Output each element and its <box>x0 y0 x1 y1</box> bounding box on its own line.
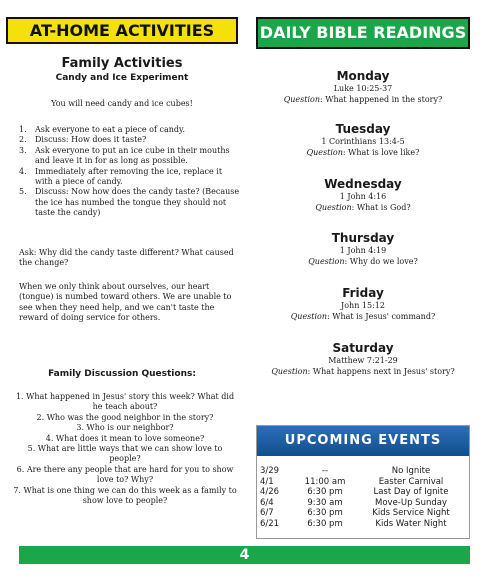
step-item: 2. Discuss: How does it taste? <box>19 135 147 145</box>
step-item: 5. Discuss: Now how does the candy taste? (Because the ice has numbed the tongue they should not taste the candy) <box>19 187 240 218</box>
family-activities-title: Family Activities <box>61 56 183 71</box>
question-item: 6. Are there any people that are hard for you to show love to? Why? <box>16 464 234 485</box>
question-item: 1. What happened in Jesus' story this week? What did he teach about? <box>15 392 235 412</box>
ask-text: Ask: Why did the candy taste different? What caused the change? <box>19 248 234 268</box>
event-row: 6/7 6:30 pm Kids Service Night <box>260 508 450 519</box>
events-table <box>260 466 466 530</box>
daily-bible-readings-banner: DAILY BIBLE READINGS <box>256 17 470 49</box>
step-item: 1. Ask everyone to eat a piece of candy. <box>19 125 186 134</box>
day-question: Question: What is God? <box>315 203 411 212</box>
question-item: 4. What does it mean to love someone? <box>45 433 205 443</box>
event-row: 4/1 11:00 am Easter Carnival <box>260 476 444 487</box>
scripture-ref: Luke 10:25-37 <box>333 84 393 93</box>
event-row: 6/4 9:30 am Move-Up Sunday <box>260 497 447 508</box>
day-name: Wednesday <box>324 177 402 191</box>
at-home-activities-banner: AT-HOME ACTIVITIES <box>6 17 238 44</box>
lesson-paragraph: When we only think about ourselves, our heart (tongue) is numbed toward others. We are unable to see when they need help, and we can't taste the reward of doing service for others. <box>19 282 232 323</box>
day-name: Monday <box>336 69 390 83</box>
day-question: Question: What happened in the story? <box>283 95 443 104</box>
reading-friday <box>256 286 470 322</box>
day-question: Question: What happens next in Jesus' story? <box>271 367 455 376</box>
day-question: Question: Why do we love? <box>308 257 418 266</box>
step-item: 4. Immediately after removing the ice, replace it with a piece of candy. <box>19 166 223 187</box>
scripture-ref: John 15:12 <box>341 301 385 310</box>
reading-saturday <box>256 341 470 377</box>
reading-thursday <box>256 231 470 267</box>
step-item: 3. Ask everyone to put an ice cube in their mouths and leave it in for as long as possible. <box>19 145 230 166</box>
day-name: Tuesday <box>335 122 391 136</box>
discussion-questions <box>12 392 238 506</box>
upcoming-events-title: UPCOMING EVENTS <box>257 426 469 456</box>
event-row: 4/26 6:30 pm Last Day of Ignite <box>260 487 449 498</box>
experiment-subtitle: Candy and Ice Experiment <box>55 73 189 83</box>
question-item: 5. What are little ways that we can show love to people? <box>27 444 223 464</box>
day-name: Thursday <box>331 231 395 245</box>
reading-monday <box>256 69 470 105</box>
question-item: 3. Who is our neighbor? <box>76 423 174 433</box>
page-number-footer: 4 <box>19 546 470 564</box>
day-name: Saturday <box>332 341 394 355</box>
reading-tuesday <box>256 122 470 158</box>
question-item: 7. What is one thing we can do this week as a family to show love to people? <box>13 485 237 506</box>
experiment-steps <box>19 125 241 219</box>
day-question: Question: What is Jesus' command? <box>290 312 436 321</box>
upcoming-events-panel <box>256 425 470 539</box>
intro-text: You will need candy and ice cubes! <box>51 99 193 108</box>
day-question: Question: What is love like? <box>306 148 420 157</box>
event-row: 3/29 -- No Ignite <box>260 466 431 476</box>
scripture-ref: 1 John 4:16 <box>339 192 387 201</box>
day-name: Friday <box>342 286 384 300</box>
question-item: 2. Who was the good neighbor in the story? <box>36 412 214 422</box>
scripture-ref: 1 John 4:19 <box>339 246 387 255</box>
reading-wednesday <box>256 177 470 213</box>
scripture-ref: 1 Corinthians 13:4-5 <box>321 137 405 146</box>
scripture-ref: Matthew 7:21-29 <box>328 356 398 365</box>
event-row: 6/21 6:30 pm Kids Water Night <box>260 518 447 529</box>
discussion-title: Family Discussion Questions: <box>48 369 196 379</box>
